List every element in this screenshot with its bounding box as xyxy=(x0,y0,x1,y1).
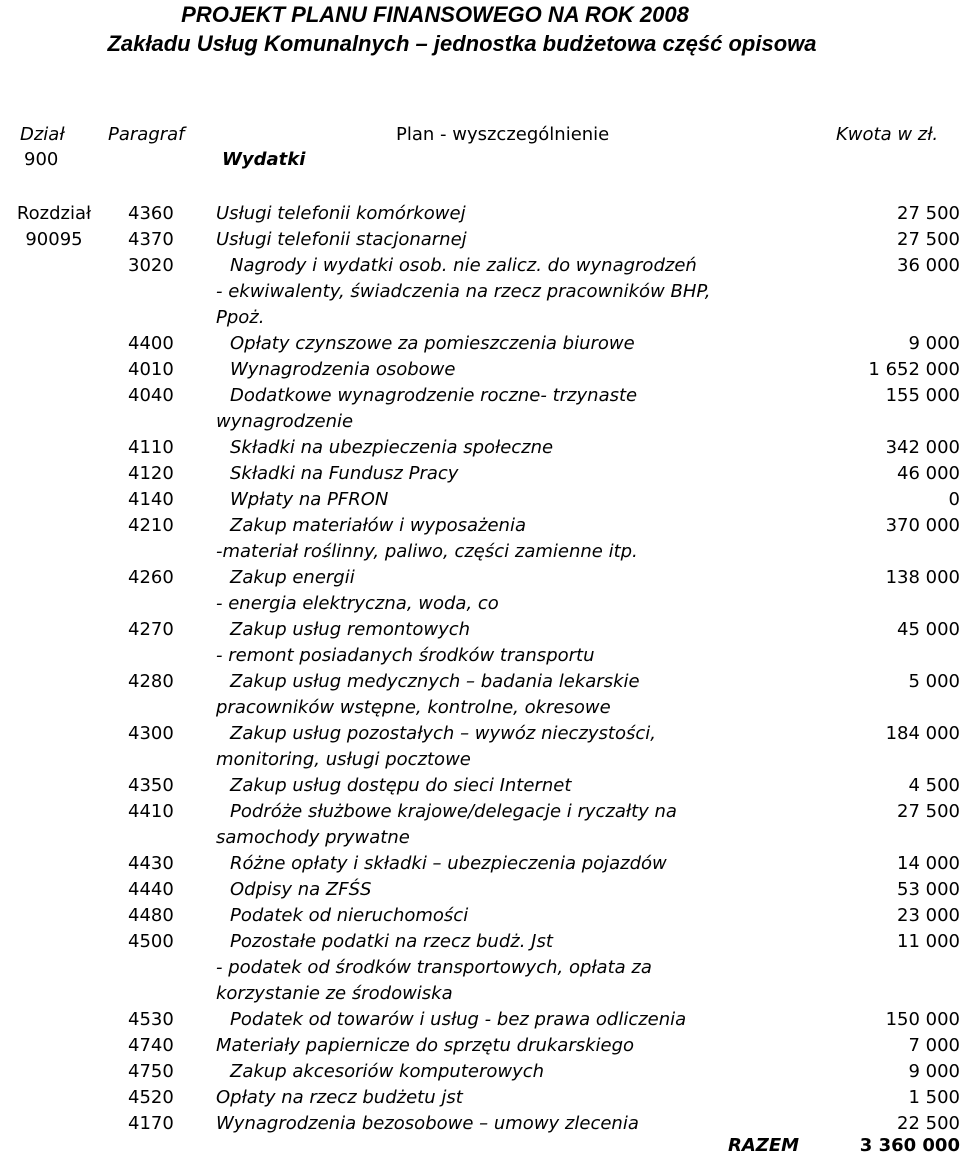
description-line: Pozostałe podatki na rzecz budż. Jst xyxy=(230,931,553,952)
table-row xyxy=(0,1007,960,1033)
description-cell xyxy=(216,357,811,383)
paragraf-cell: 4430 xyxy=(128,853,174,874)
dzial-cell: 90095 xyxy=(25,229,83,250)
description-line: - ekwiwalenty, świadczenia na rzecz pracowników BHP, xyxy=(216,281,711,302)
amount-cell: 27 500 xyxy=(897,203,960,224)
paragraf-cell: 4110 xyxy=(128,437,174,458)
amount-cell: 27 500 xyxy=(897,801,960,822)
budget-table xyxy=(0,201,960,1137)
paragraf-cell: 4360 xyxy=(128,203,174,224)
description-line: Opłaty czynszowe za pomieszczenia biurowe xyxy=(230,333,635,354)
description-cell xyxy=(216,461,811,487)
description-line: -materiał roślinny, paliwo, części zamienne itp. xyxy=(216,541,638,562)
table-row xyxy=(0,1059,960,1085)
total-value: 3 360 000 xyxy=(859,1135,960,1156)
header-paragraf: Paragraf xyxy=(108,124,185,145)
paragraf-cell: 4280 xyxy=(128,671,174,692)
table-row xyxy=(0,201,960,227)
description-line: Podatek od towarów i usług - bez prawa odliczenia xyxy=(230,1009,687,1030)
description-line: Materiały papiernicze do sprzętu drukarskiego xyxy=(216,1035,635,1056)
section-title: Wydatki xyxy=(222,149,306,170)
description-line: Zakup materiałów i wyposażenia xyxy=(230,515,526,536)
paragraf-cell: 4210 xyxy=(128,515,174,536)
document-title: PROJEKT PLANU FINANSOWEGO NA ROK 2008 xyxy=(181,2,689,27)
paragraf-cell: 4740 xyxy=(128,1035,174,1056)
description-line: - remont posiadanych środków transportu xyxy=(216,645,595,666)
description-cell xyxy=(216,877,811,903)
description-line: korzystanie ze środowiska xyxy=(216,983,453,1004)
table-row xyxy=(0,617,960,669)
paragraf-cell: 4350 xyxy=(128,775,174,796)
description-line: Usługi telefonii komórkowej xyxy=(216,203,466,224)
total-label: RAZEM xyxy=(728,1135,800,1156)
amount-cell: 7 000 xyxy=(908,1035,960,1056)
table-row xyxy=(0,1033,960,1059)
description-cell xyxy=(216,721,811,773)
table-row xyxy=(0,357,960,383)
description-cell xyxy=(216,1033,811,1059)
paragraf-cell: 4040 xyxy=(128,385,174,406)
amount-cell: 53 000 xyxy=(897,879,960,900)
table-row xyxy=(0,513,960,565)
description-line: Usługi telefonii stacjonarnej xyxy=(216,229,467,250)
description-line: Wynagrodzenia bezosobowe – umowy zlecenia xyxy=(216,1113,639,1134)
description-cell xyxy=(216,227,811,253)
description-line: Zakup usług remontowych xyxy=(230,619,471,640)
header-kwota: Kwota w zł. xyxy=(836,124,939,145)
description-cell xyxy=(216,1059,811,1085)
description-cell xyxy=(216,1085,811,1111)
description-line: Podatek od nieruchomości xyxy=(230,905,469,926)
description-cell xyxy=(216,773,811,799)
amount-cell: 23 000 xyxy=(897,905,960,926)
description-line: Różne opłaty i składki – ubezpieczenia pojazdów xyxy=(230,853,667,874)
paragraf-cell: 4480 xyxy=(128,905,174,926)
description-cell xyxy=(216,929,811,1007)
table-row xyxy=(0,331,960,357)
table-row xyxy=(0,435,960,461)
table-row xyxy=(0,721,960,773)
paragraf-cell: 4440 xyxy=(128,879,174,900)
amount-cell: 11 000 xyxy=(897,931,960,952)
description-cell xyxy=(216,383,811,435)
description-line: - podatek od środków transportowych, opłata za xyxy=(216,957,652,978)
description-cell xyxy=(216,487,811,513)
description-cell xyxy=(216,617,811,669)
amount-cell: 342 000 xyxy=(885,437,960,458)
amount-cell: 150 000 xyxy=(885,1009,960,1030)
table-row xyxy=(0,565,960,617)
description-cell xyxy=(216,1007,811,1033)
table-row xyxy=(0,1085,960,1111)
table-row xyxy=(0,253,960,331)
description-line: Ppoż. xyxy=(216,307,265,328)
amount-cell: 155 000 xyxy=(885,385,960,406)
paragraf-cell: 4400 xyxy=(128,333,174,354)
paragraf-cell: 4750 xyxy=(128,1061,174,1082)
amount-cell: 138 000 xyxy=(885,567,960,588)
description-cell xyxy=(216,851,811,877)
table-row xyxy=(0,929,960,1007)
description-cell xyxy=(216,669,811,721)
description-cell xyxy=(216,253,811,331)
paragraf-cell: 4370 xyxy=(128,229,174,250)
amount-cell: 0 xyxy=(948,489,960,510)
table-row xyxy=(0,773,960,799)
dzial-cell: Rozdział xyxy=(16,203,92,224)
description-cell xyxy=(216,331,811,357)
amount-cell: 9 000 xyxy=(908,333,960,354)
table-row xyxy=(0,1111,960,1137)
description-cell xyxy=(216,1111,811,1137)
paragraf-cell: 4530 xyxy=(128,1009,174,1030)
paragraf-cell: 4140 xyxy=(128,489,174,510)
description-cell xyxy=(216,799,811,851)
table-row xyxy=(0,669,960,721)
description-cell xyxy=(216,513,811,565)
table-row xyxy=(0,227,960,253)
amount-cell: 184 000 xyxy=(885,723,960,744)
paragraf-cell: 4120 xyxy=(128,463,174,484)
amount-cell: 46 000 xyxy=(897,463,960,484)
document-subtitle: Zakładu Usług Komunalnych – jednostka budżetowa część opisowa xyxy=(107,31,817,56)
amount-cell: 1 500 xyxy=(908,1087,960,1108)
paragraf-cell: 4300 xyxy=(128,723,174,744)
paragraf-cell: 4520 xyxy=(128,1087,174,1108)
amount-cell: 1 652 000 xyxy=(868,359,960,380)
header-dzial: Dział xyxy=(20,124,65,145)
paragraf-cell: 4500 xyxy=(128,931,174,952)
description-line: Zakup usług pozostałych – wywóz nieczystości, xyxy=(230,723,656,744)
description-line: - energia elektryczna, woda, co xyxy=(216,593,499,614)
description-line: monitoring, usługi pocztowe xyxy=(216,749,471,770)
paragraf-cell: 4170 xyxy=(128,1113,174,1134)
description-line: wynagrodzenie xyxy=(216,411,354,432)
paragraf-cell: 3020 xyxy=(128,255,174,276)
description-line: pracowników wstępne, kontrolne, okresowe xyxy=(216,697,611,718)
description-line: Składki na Fundusz Pracy xyxy=(230,463,459,484)
amount-cell: 9 000 xyxy=(908,1061,960,1082)
amount-cell: 370 000 xyxy=(885,515,960,536)
description-line: Nagrody i wydatki osob. nie zalicz. do wynagrodzeń xyxy=(230,255,697,276)
description-line: Dodatkowe wynagrodzenie roczne- trzynaste xyxy=(230,385,638,406)
header-dzial-value: 900 xyxy=(24,149,59,170)
header-plan: Plan - wyszczególnienie xyxy=(396,124,610,145)
description-cell xyxy=(216,565,811,617)
amount-cell: 14 000 xyxy=(897,853,960,874)
paragraf-cell: 4010 xyxy=(128,359,174,380)
table-row xyxy=(0,877,960,903)
table-row xyxy=(0,487,960,513)
description-cell xyxy=(216,201,811,227)
paragraf-cell: 4270 xyxy=(128,619,174,640)
description-cell xyxy=(216,903,811,929)
description-line: Składki na ubezpieczenia społeczne xyxy=(230,437,554,458)
amount-cell: 4 500 xyxy=(908,775,960,796)
description-line: Opłaty na rzecz budżetu jst xyxy=(216,1087,463,1108)
table-row xyxy=(0,799,960,851)
description-line: Odpisy na ZFŚS xyxy=(230,879,372,900)
description-line: Zakup energii xyxy=(230,567,355,588)
description-line: Zakup usług medycznych – badania lekarskie xyxy=(230,671,640,692)
description-line: Zakup akcesoriów komputerowych xyxy=(230,1061,545,1082)
paragraf-cell: 4410 xyxy=(128,801,174,822)
amount-cell: 45 000 xyxy=(897,619,960,640)
amount-cell: 27 500 xyxy=(897,229,960,250)
description-line: Zakup usług dostępu do sieci Internet xyxy=(230,775,572,796)
table-row xyxy=(0,461,960,487)
description-line: Wpłaty na PFRON xyxy=(230,489,389,510)
amount-cell: 36 000 xyxy=(897,255,960,276)
description-cell xyxy=(216,435,811,461)
table-row xyxy=(0,903,960,929)
description-line: Wynagrodzenia osobowe xyxy=(230,359,456,380)
description-line: samochody prywatne xyxy=(216,827,410,848)
amount-cell: 22 500 xyxy=(897,1113,960,1134)
paragraf-cell: 4260 xyxy=(128,567,174,588)
description-line: Podróże służbowe krajowe/delegacje i ryczałty na xyxy=(230,801,677,822)
table-row xyxy=(0,851,960,877)
table-row xyxy=(0,383,960,435)
amount-cell: 5 000 xyxy=(908,671,960,692)
